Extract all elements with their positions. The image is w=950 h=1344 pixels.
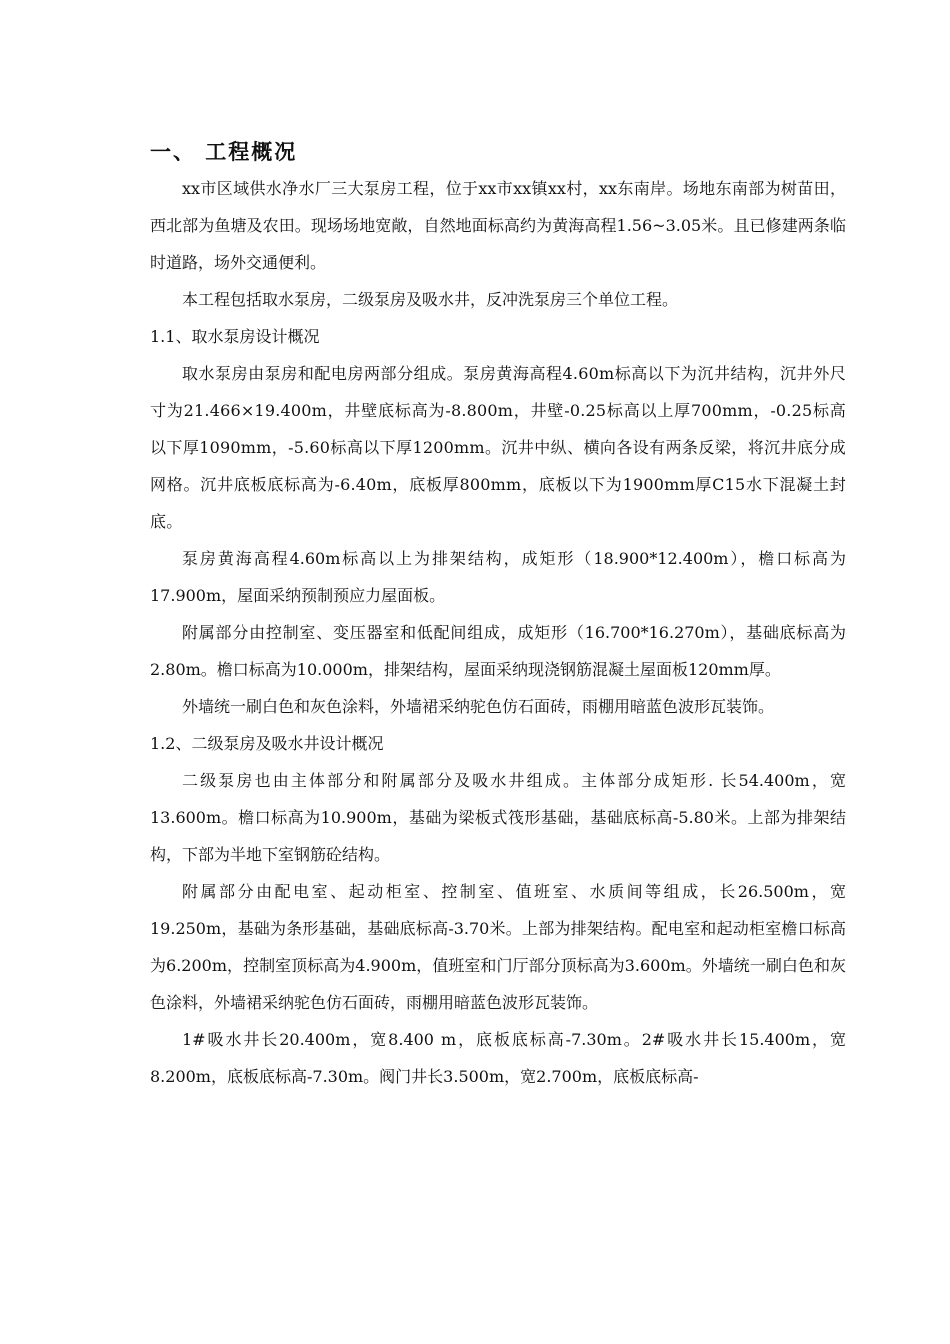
paragraph-pump-house-bent-frame: 泵房黄海高程4.60m标高以上为排架结构，成矩形（18.900*12.400m），檐口标高为17.900m，屋面采纳预制预应力屋面板。 [150, 549, 846, 605]
paragraph-suction-wells: 1#吸水井长20.400m，宽8.400 m，底板底标高-7.30m。2#吸水井长15.400m，宽8.200m，底板底标高-7.30m。阀门井长3.500m，宽2.700m，底板底标高- [150, 1030, 846, 1086]
paragraph-auxiliary-part: 附属部分由控制室、变压器室和低配间组成，成矩形（16.700*16.270m），基础底标高为2.80m。檐口标高为10.000m，排架结构，屋面采纳现浇钢筋混凝土屋面板120mm厚。 [150, 623, 846, 679]
section-heading: 一、 工程概况 [150, 140, 298, 164]
paragraph-secondary-auxiliary: 附属部分由配电室、起动柜室、控制室、值班室、水质间等组成，长26.500m，宽19.250m，基础为条形基础，基础底标高-3.70米。上部为排架结构。配电室和起动柜室檐口标高为6.200m，控制室顶标高为4.900m，值班室和门厅部分顶标高为3.600m。外墙统一刷白色和灰色涂料，外墙裙采纳驼色仿石面砖，雨棚用暗蓝色波形瓦装饰。 [150, 882, 846, 1012]
paragraph-secondary-main-body: 二级泵房也由主体部分和附属部分及吸水井组成。主体部分成矩形. 长54.400m，宽13.600m。檐口标高为10.900m，基础为梁板式筏形基础，基础底标高-5.80米。上部为排架结构，下部为半地下室钢筋砼结构。 [150, 771, 846, 864]
document-body [150, 170, 846, 1095]
paragraph-site-overview: xx市区域供水净水厂三大泵房工程，位于xx市xx镇xx村，xx东南岸。场地东南部为树苗田，西北部为鱼塘及农田。现场场地宽敞，自然地面标高约为黄海高程1.56~3.05米。且已修建两条临时道路，场外交通便利。 [150, 179, 846, 272]
paragraph-project-scope: 本工程包括取水泵房，二级泵房及吸水井，反冲洗泵房三个单位工程。 [182, 290, 679, 309]
subsection-heading-secondary-pump-house: 1.2、二级泵房及吸水井设计概况 [150, 734, 384, 753]
paragraph-exterior-finish: 外墙统一刷白色和灰色涂料，外墙裙采纳驼色仿石面砖，雨棚用暗蓝色波形瓦装饰。 [182, 697, 775, 716]
subsection-heading-intake-pump-house: 1.1、取水泵房设计概况 [150, 327, 320, 346]
paragraph-caisson-structure: 取水泵房由泵房和配电房两部分组成。泵房黄海高程4.60m标高以下为沉井结构，沉井外尺寸为21.466×19.400m，井壁底标高为-8.800m，井壁-0.25标高以上厚700mm，-0.25标高以下厚1090mm，-5.60标高以下厚1200mm。沉井中纵、横向各设有两条反梁，将沉井底分成网格。沉井底板底标高为-6.40m，底板厚800mm，底板以下为1900mm厚C15水下混凝土封底。 [150, 364, 846, 531]
